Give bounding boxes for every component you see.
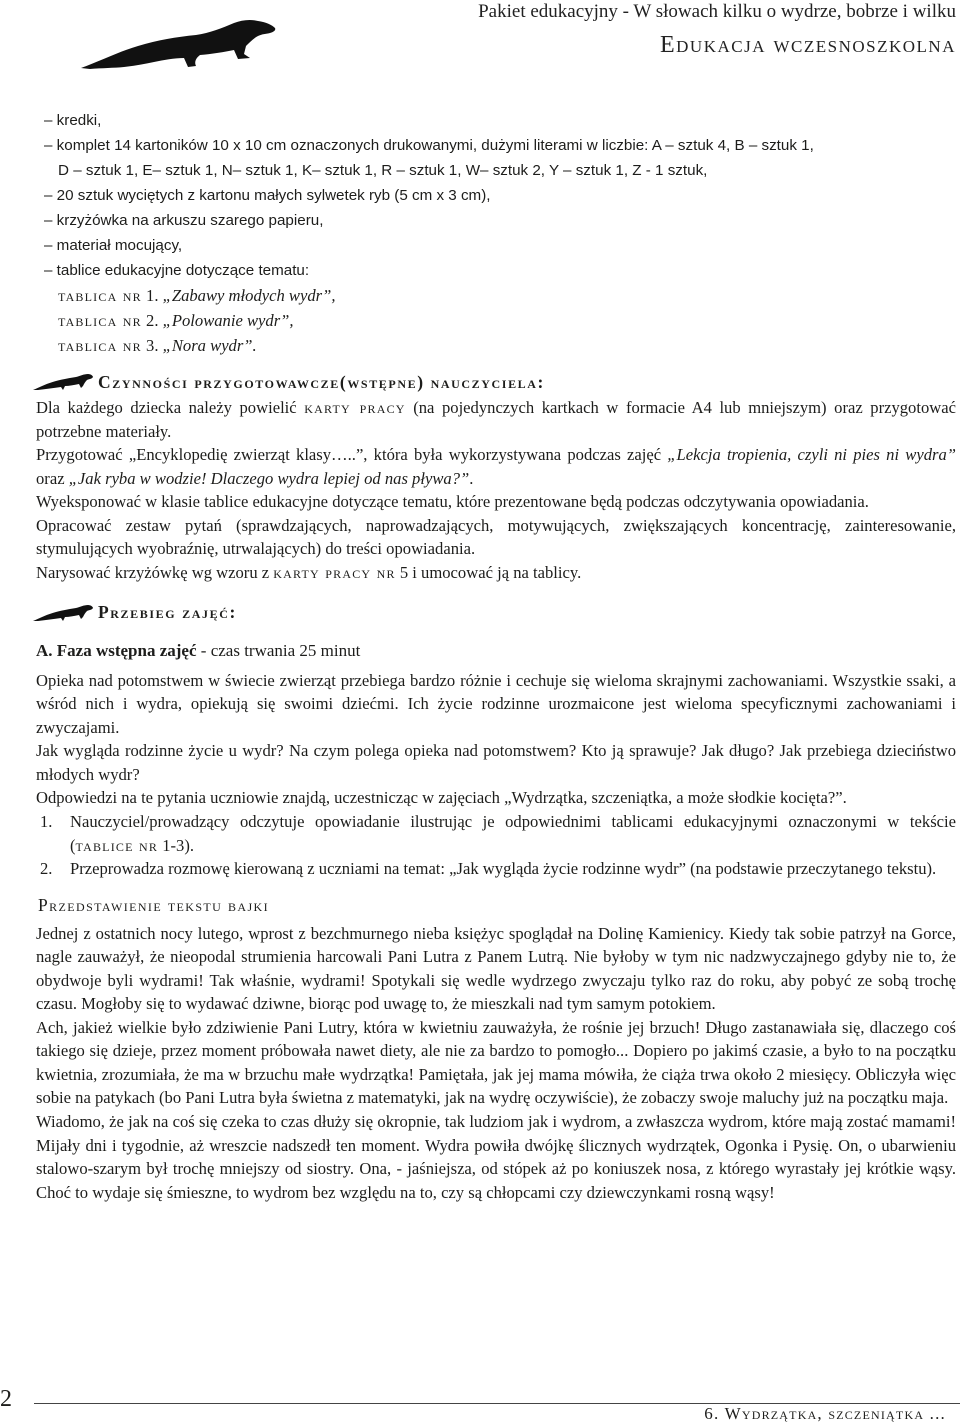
list-item: 2. Przeprowadza rozmowę kierowaną z uczniami na temat: „Jak wygląda życie rodzinne wydr” (na podstawie przeczytanego tekstu). — [40, 859, 937, 879]
steps-list — [36, 810, 956, 881]
list-item: tablica nr 2. „Polowanie wydr”, — [58, 311, 294, 330]
story-paragraph-1: Jednej z ostatnich nocy lutego, wprost z bezchmurnego nieba księżyc spoglądał na Dolinę Kamienicy. Kiedy tak sobie patrzył na Gorce, nagle zauważył, że nieopodal strumienia harcowali Pani Lutra z Panem Lutrą. Nie byłoby w tym nic nadzwyczajnego gdyby nie to, że obydwoje byli wydrami! Tak właśnie, wydrami! Spotykali się wedle wydrzego zwyczaju tylko raz do roku, aby pobyć ze sobą trochę czasu. Mogłoby się to wydawać dziwne, biorąc pod uwagę to, że mieszkali nad tym samym potokiem. — [36, 923, 956, 1014]
prep-heading: Czynności przygotowawcze(wstępne) nauczyciela: — [98, 371, 545, 392]
list-item: – krzyżówka na arkuszu szarego papieru, — [44, 212, 324, 229]
otter-icon — [32, 602, 94, 624]
course-paragraph-1: Opieka nad potomstwem w świecie zwierząt przebiega bardzo różnie i cechuje się wieloma skrajnymi zachowaniami. Wszystkie ssaki, a wśród nich i wydra, opiekują się swoimi dziećmi. Ich życie rodzinne urozmaicone jest wieloma specyficznymi zachowaniami i zwyczajami. — [36, 670, 956, 737]
prep-paragraph-2: Przygotować „Encyklopedię zwierząt klasy…..”, która była wykorzystywana podczas zajęć „Lekcja tropienia, czyli ni pies ni wydra” oraz „Jak ryba w wodzie! Dlaczego wydra lepiej od nas pływa?”. — [36, 445, 956, 488]
prep-paragraph-4: Opracować zestaw pytań (sprawdzających, naprowadzających, motywujących, zwiększających koncentrację, zainteresowanie, stymulujących wyobraźnię, utrwalających) do treści opowiadania. — [36, 515, 956, 559]
otter-icon — [32, 371, 94, 393]
header-title: Pakiet edukacyjny - W słowach kilku o wydrze, bobrze i wilku — [478, 1, 956, 22]
otter-logo-icon — [78, 6, 278, 78]
list-item: – 20 sztuk wyciętych z kartonu małych sylwetek ryb (5 cm x 3 cm), — [44, 187, 491, 204]
footer-chapter: 6. Wydrzątka, szczeniątka ... — [704, 1404, 946, 1423]
list-item: 1. Nauczyciel/prowadzący odczytuje opowiadanie ilustrując je odpowiednimi tablicami edukacyjnymi oznaczonymi w tekście (tablice nr 1-3). — [40, 812, 956, 855]
story-paragraph-2: Ach, jakież wielkie było zdziwienie Pani Lutry, która w kwietniu zauważyła, że rośnie jej brzuch! Długo zastanawiała się, dlaczego coś takiego się dzieje, przez moment próbowała nawet diety, ale nie za bardzo to pomogło... Dopiero po jakimś czasie, a było to na początku kwietnia, zrozumiała, że ma w brzuchu małe wydrzątka! Pamiętała, jak jej mama mówiła, że ciąża trwa około 2 miesięcy. Obliczyła więc sobie na patykach (bo Pani Lutra była świetna z matematyki, jak na wydrę oczywiście), że zobaczy swoje maluchy już na początku maja. — [36, 1017, 956, 1108]
list-item: – tablice edukacyjne dotyczące tematu: — [44, 262, 310, 279]
prep-paragraph-5: Narysować krzyżówkę wg wzoru z karty pracy nr 5 i umocować ją na tablicy. — [36, 562, 582, 582]
list-item: – materiał mocujący, — [44, 237, 183, 254]
header-subtitle: Edukacja wczesnoszkolna — [660, 32, 956, 58]
page-number: 2 — [0, 1386, 12, 1412]
phase-heading: A. Faza wstępna zajęć - czas trwania 25 minut — [36, 640, 361, 660]
course-paragraph-2: Jak wygląda rodzinne życie u wydr? Na czym polega opieka nad potomstwem? Kto ją sprawuje? Jak długo? Jak przebiega dzieciństwo młodych wydr? — [36, 741, 956, 784]
story-paragraph-3: Wiadomo, że jak na coś się czeka to czas dłuży się okropnie, tak ludziom jak i wydrom, a zwłaszcza wydrom, które mają zostać mamami! Mijały dni i tygodnie, aż wreszcie nadszedł ten moment. Wydra powiła dwójkę ślicznych wydrzątek, Ogonka i Pysię. On, o ubarwieniu stalowo-szarym był trochę mniejszy od siostry. Ona, - jaśniejsza, od stópek aż po koniuszek nosa, z którego wyrastały jej krótkie wąsy. Choć to wydaje się śmieszne, to wydrom bez względu na to, czy są chłopcami czy dziewczynkami rosną wąsy! — [36, 1112, 956, 1202]
course-heading: Przebieg zajęć: — [98, 602, 237, 623]
list-item: tablica nr 1. „Zabawy młodych wydr”, — [58, 286, 336, 305]
list-item: tablica nr 3. „Nora wydr”. — [58, 336, 257, 355]
list-item: – kredki, — [44, 112, 102, 129]
section-heading-prep — [36, 368, 956, 396]
course-paragraph-3: Odpowiedzi na te pytania uczniowie znajdą, uczestnicząc w zajęciach „Wydrzątka, szczeniątka, a może słodkie kocięta?”. — [36, 788, 847, 808]
list-item: D – sztuk 1, E– sztuk 1, N– sztuk 1, K– sztuk 1, R – sztuk 1, W– sztuk 2, Y – sztuk 1, Z - 1 sztuk, — [58, 162, 708, 179]
prep-paragraph-3: Wyeksponować w klasie tablice edukacyjne dotyczące tematu, które prezentowane będą podczas odczytywania opowiadania. — [36, 492, 869, 512]
page-content — [36, 108, 956, 1204]
materials-list — [44, 108, 956, 283]
list-item: – komplet 14 kartoników 10 x 10 cm oznaczonych drukowanymi, dużymi literami w liczbie: A – sztuk 4, B – sztuk 1, — [44, 137, 814, 154]
prep-paragraph-1: Dla każdego dziecka należy powielić karty pracy (na pojedynczych kartkach w formacie A4 lub mniejszym) oraz przygotować potrzebne materiały. — [36, 398, 956, 441]
story-heading: Przedstawienie tekstu bajki — [38, 894, 270, 915]
boards-list — [58, 283, 956, 358]
section-heading-course — [36, 599, 956, 627]
